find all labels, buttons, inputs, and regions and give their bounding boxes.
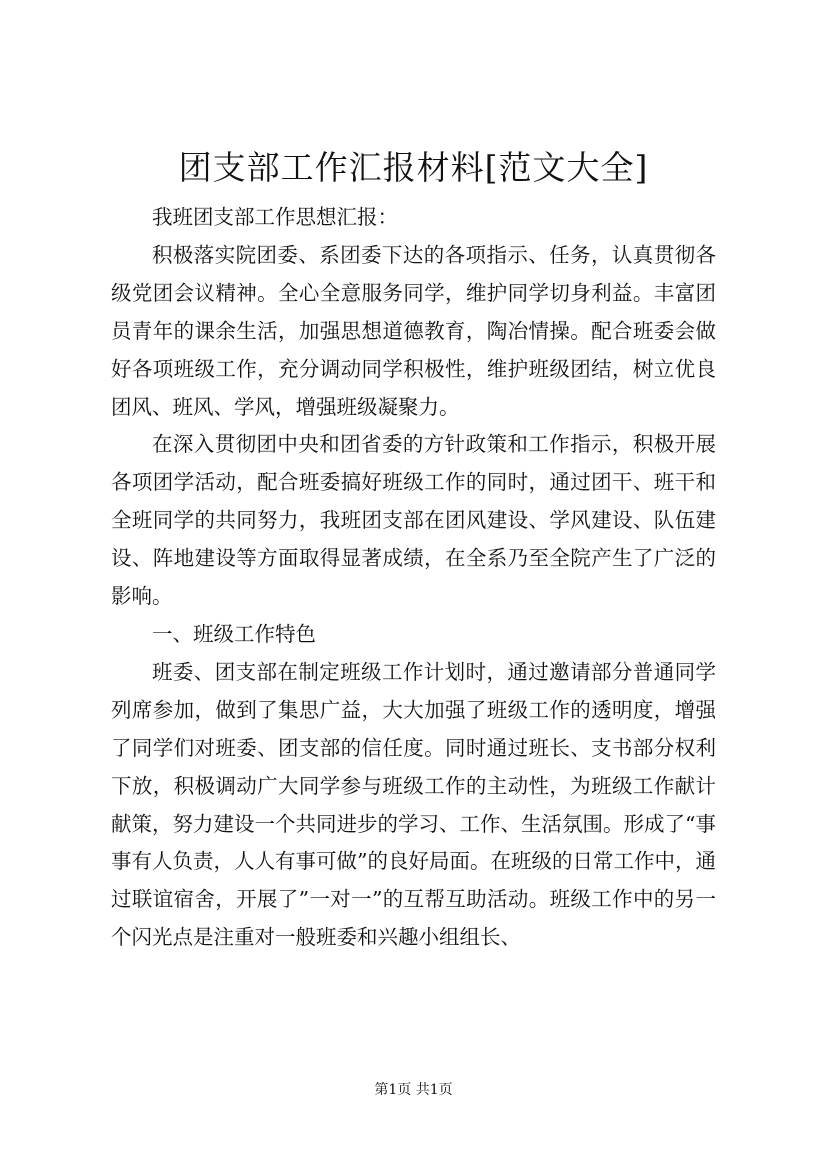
section-heading-class-work-features: 一、班级工作特色 <box>152 621 316 646</box>
document-body <box>111 199 716 957</box>
paragraph-duties: 积极落实院团委、系团委下达的各项指示、任务，认真贯彻各级党团会议精神。全心全意服务同学，维护同学切身利益。丰富团员青年的课余生活，加强思想道德教育，陶冶情操。配合班委会做好各项班级工作，充分调动同学积极性，维护班级团结，树立优良团风、班风、学风，增强班级凝聚力。 <box>111 242 716 419</box>
paragraph-achievements: 在深入贯彻团中央和团省委的方针政策和工作指示，积极开展各项团学活动，配合班委搞好班级工作的同时，通过团干、班干和全班同学的共同努力，我班团支部在团风建设、学风建设、队伍建设、阵地建设等方面取得显著成绩，在全系乃至全院产生了广泛的影响。 <box>111 432 716 609</box>
page-number-footer: 第1页 共1页 <box>374 1082 453 1098</box>
document-title: 团支部工作汇报材料[范文大全] <box>178 148 649 187</box>
paragraph-report-intro: 我班团支部工作思想汇报： <box>152 205 398 229</box>
paragraph-class-work-details: 班委、团支部在制定班级工作计划时，通过邀请部分普通同学列席参加，做到了集思广益，大大加强了班级工作的透明度，增强了同学们对班委、团支部的信任度。同时通过班长、支书部分权利下放，积极调动广大同学参与班级工作的主动性，为班级工作献计献策，努力建设一个共同进步的学习、工作、生活氛围。形成了“事事有人负责，人人有事可做”的良好局面。在班级的日常工作中，通过联谊宿舍，开展了”一对一”的互帮互助活动。班级工作中的另一个闪光点是注重对一般班委和兴趣小组组长、 <box>111 659 716 950</box>
